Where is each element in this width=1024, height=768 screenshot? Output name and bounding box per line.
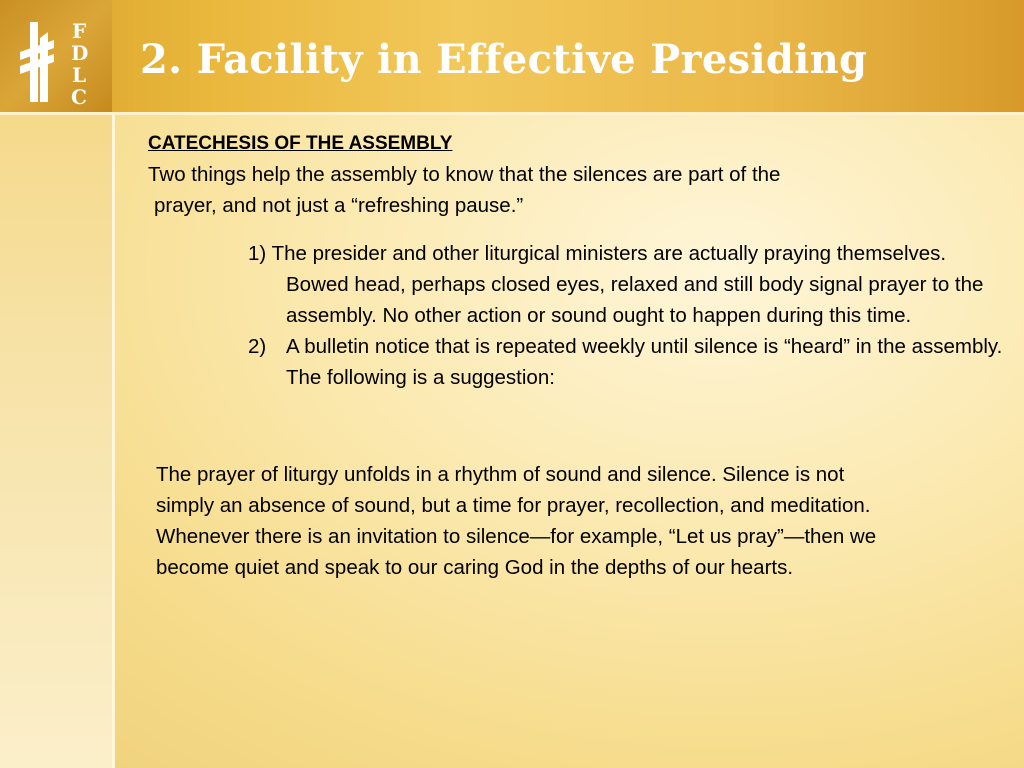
title-banner — [0, 0, 1024, 112]
intro-line-2: prayer, and not just a “refreshing pause.” — [154, 194, 524, 217]
step-number: 2) — [248, 335, 267, 358]
left-sidebar-panel — [0, 0, 112, 768]
logo-letter-l: L — [72, 63, 87, 87]
logo-letter-d: D — [71, 41, 89, 65]
step-number: 1) — [248, 242, 267, 265]
step-text: The presider and other liturgical ministers are actually praying themselves. Bowed head, perhaps closed eyes, relaxed and still body signal prayer to the assembly. No other action or sound ought to happen during this time. — [271, 242, 984, 327]
sidebar-divider — [112, 0, 115, 768]
slide-title: 2. Facility in Effective Presiding — [140, 36, 868, 83]
bulletin-suggestion: The prayer of liturgy unfolds in a rhythm of sound and silence. Silence is not simply an absence of sound, but a time for prayer, recollection, and meditation. Whenever there is an invitation to silence—for example, “Let us pray”—then we become quiet and speak to our caring God in the depths of our hearts. — [156, 463, 877, 579]
fdlc-logo-panel — [0, 0, 112, 112]
logo-letter-f: F — [72, 19, 87, 43]
fdlc-logo — [14, 18, 98, 106]
steps-list — [248, 238, 1008, 393]
step-text: A bulletin notice that is repeated weekly until silence is “heard” in the assembly. The following is a suggestion: — [286, 335, 1003, 389]
logo-letter-c: C — [71, 85, 87, 106]
header-divider — [0, 112, 1024, 115]
intro-paragraph — [148, 159, 958, 221]
intro-line-1: Two things help the assembly to know that the silences are part of the — [148, 163, 781, 186]
logo-figure — [40, 32, 48, 102]
section-heading: CATECHESIS OF THE ASSEMBLY — [148, 133, 453, 154]
list-item — [248, 331, 1008, 393]
list-item — [248, 238, 1008, 331]
